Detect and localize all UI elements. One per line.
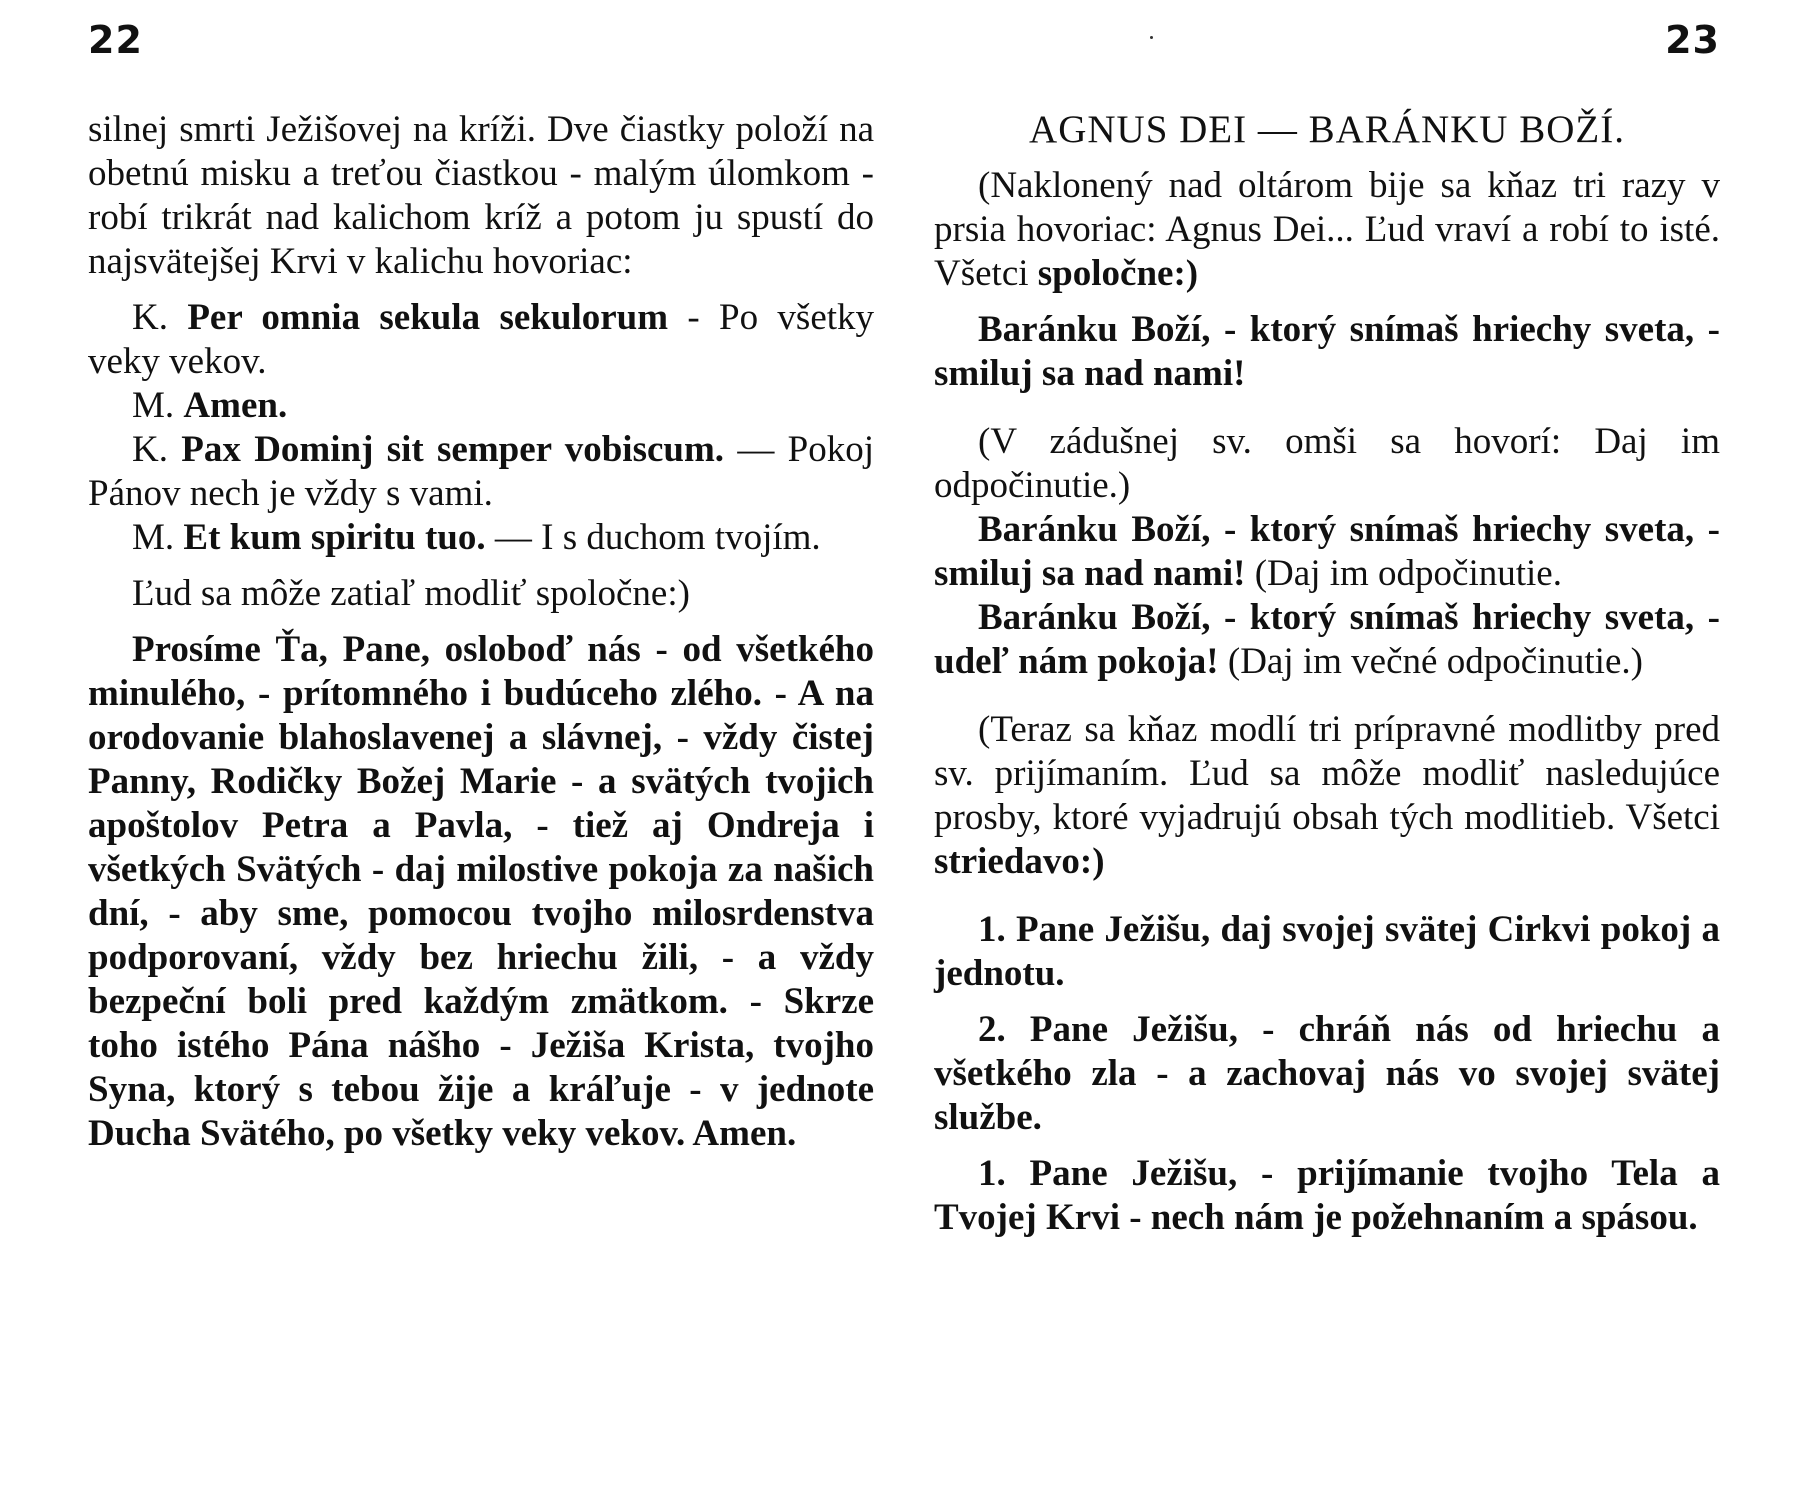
latin-text: Per omnia sekula sekulorum (187, 297, 669, 338)
paragraph-baranku-3: Baránku Boží, - ktorý snímaš hriechy sveta, - udeľ nám pokoja! (Daj im večné odpočinutie.) (934, 597, 1720, 682)
paragraph-baranku-1: Baránku Boží, - ktorý snímaš hriechy sveta, - smiluj sa nad nami! (934, 309, 1720, 394)
paragraph-rubric: Ľud sa môže zatiaľ modliť spoločne:) (132, 573, 690, 614)
paragraph-pax-domini (88, 428, 874, 516)
paragraph-baranku-2: Baránku Boží, - ktorý snímaš hriechy sveta, - smiluj sa nad nami! (Daj im odpočinutie. (934, 509, 1720, 594)
petition-2: 2. Pane Ježišu, - chráň nás od hriechu a všetkého zla - a zachovaj nás vo svojej svätej službe. (934, 1009, 1720, 1138)
page-number: 22 (88, 18, 143, 62)
paragraph-intro: silnej smrti Ježišovej na kríži. Dve čiastky položí na obetnú misku a treťou čiastkou - malým úlomkom - robí trikrát nad kalichom kríž a potom ju spustí do najsvätejšej Krvi v kalichu hovoriac: (88, 109, 874, 282)
latin-text: Et kum spiritu tuo. (183, 517, 486, 558)
paragraph-amen (88, 384, 874, 428)
section-title: AGNUS DEI — BARÁNKU BOŽÍ. (1029, 108, 1625, 151)
translation-text: - Po všetky veky vekov. (88, 297, 875, 382)
petition-1: 1. Pane Ježišu, daj svojej svätej Cirkvi pokoj a jednotu. (934, 909, 1720, 994)
paragraph-prayer: Prosíme Ťa, Pane, osloboď nás - od všetkého minulého, - prítomného i budúceho zlého. - A na orodovanie blahoslavenej a slávnej, - vždy čistej Panny, Rodičky Božej Marie - a svätých tvojich apoštolov Petra a Pavla, - tiež aj Ondreja i všetkých Svätých - daj milostive pokoja za našich dní, - aby sme, pomocou tvojho milosrdenstva podporovaní, vždy bez hriechu žili, - a vždy bezpeční boli pred každým zmätkom. - Skrze toho istého Pána nášho - Ježiša Krista, tvojho Syna, ktorý s tebou žije a kráľuje - v jednote Ducha Svätého, po všetky veky vekov. Amen. (88, 629, 874, 1154)
speaker-label: K. (132, 297, 168, 338)
page-number: 23 (1665, 18, 1720, 62)
latin-text: Amen. (183, 385, 288, 426)
left-page (88, 0, 874, 1500)
translation-text: — Pokoj Pánov nech je vždy s vami. (88, 429, 875, 514)
latin-text: Pax Dominj sit semper vobiscum. (181, 429, 725, 470)
paragraph-et-kum-spiritu (88, 516, 874, 560)
translation-text: — I s duchom tvojím. (494, 517, 821, 558)
right-text-column (934, 108, 1720, 1240)
speaker-label: M. (132, 385, 175, 426)
paragraph-per-omnia (88, 296, 874, 384)
petition-3: 1. Pane Ježišu, - prijímanie tvojho Tela a Tvojej Krvi - nech nám je požehnaním a spásou. (934, 1153, 1720, 1238)
right-page (934, 0, 1720, 1500)
paragraph-rubric-requiem: (V zádušnej sv. omši sa hovorí: Daj im odpočinutie.) (934, 421, 1720, 506)
paragraph-rubric-prayers: (Teraz sa kňaz modlí tri prípravné modlitby pred sv. prijímaním. Ľud sa môže modliť nasledujúce prosby, ktoré vyjadrujú obsah tých modlitieb. Všetci striedavo:) (934, 709, 1720, 882)
paragraph-rubric-agnus: (Naklonený nad oltárom bije sa kňaz tri razy v prsia hovoriac: Agnus Dei... Ľud vraví a robí to isté. Všetci spoločne:) (934, 165, 1720, 294)
left-text-column (88, 108, 874, 1156)
speaker-label: M. (132, 517, 175, 558)
speaker-label: K. (132, 429, 168, 470)
